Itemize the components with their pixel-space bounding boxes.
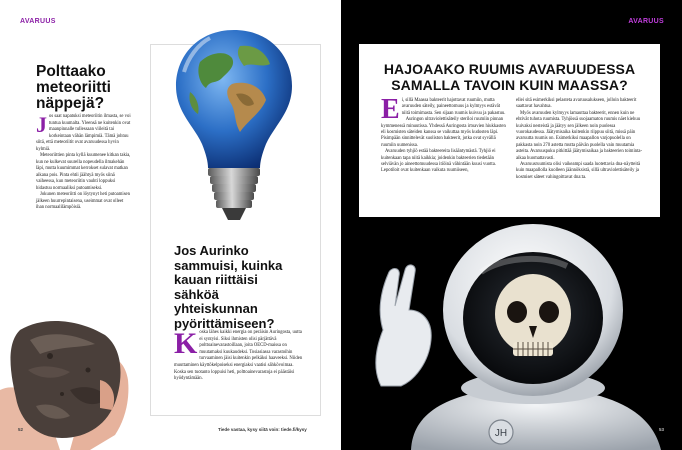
svg-text:JH: JH — [494, 428, 508, 439]
col1-paragraph-2: Auringon ultraviolettisäteily steriloi ruumiin pinnan kymmenessä minuutissa. Yhdessä Auringosta irtoavien hiukkasten eli kosmisten säteiden kanssa se vaikuttaa myös kudosten läpi. Pisimpään sinnittelevät suoliston bakteerit, jotka ovat syvällä ruumiin uumenissa. — [381, 117, 506, 148]
q2-body — [174, 327, 306, 383]
astronaut-skeleton-image — [341, 210, 682, 450]
col2-paragraph-1: ellei sitä esimerkiksi pelasteta avaruusalukseen, jolloin bakteerit saattavat havahtua. — [516, 98, 637, 110]
article-column-2 — [516, 98, 644, 181]
q1-body — [36, 114, 132, 212]
right-page — [341, 0, 682, 450]
page-number: 52 — [18, 427, 24, 432]
col1-paragraph-1: i, sillä Maassa bakteerit hajottavat ruumiin, mutta avaruuden säteily, paineettomuus ja kylmyys estävät niitä toimimasta. Sen sijaan ruumis kuivuu ja pakastuu. — [401, 98, 506, 116]
col2-paragraph-2: Myös avaruuden kylmyys lamauttaa bakteerit, ennen kuin ne ehtivät tuhota ruumista. Tyhjössä suojaamaton ruumis näet kiehuu kuivaksi nesteistä ja jäätyy sen jälkeen noin puolessa vuorokaudessa. Jäätymisaika kuitenkin riippuu siitä, missä päin avaruutta ruumis on. Esimerkiksi maapallon varjopuolella on pakkasta noin 270 astetta mutta päivän puolella vain muutamia asteita. Avaruuspuku pitkittää jäätymisaikaa ja bakteerien toiminta-aikaa huomattavasti. — [516, 110, 643, 161]
q2-paragraph: oska lähes kaikki energia on peräisin Auringosta, uutta ei syntyisi. Siksi ihmisten olisi pärjättävä polttoainevarastoillaan, joita OECD-maissa on muutamaksi kuukaudeksi. Tosiasiassa varastoihin turvaaminen jäisi kuitenkin pelkäksi haaveeksi. Niiden muuttaminen käyttökelpoiseksi energiaksi vaatisi sähkövoimaa. Koska sen tuotanto loppuisi heti, polttoainevarastoja ei päästäisi hyödyntämään. — [174, 330, 303, 382]
article-column-1 — [381, 94, 509, 175]
page-footer-source: Tiede vastaa, kysy siitä voin: tiede.fi/kysy — [218, 427, 307, 432]
col1-paragraph-3: Avaruuden tyhjiö estää bakteereita lisääntymästä. Tyhjiö ei kuitenkaan tapa niitä kaikkia; joidenkin bakteerien tiedetään selviävän jo aineettomuudessa itiöinä vähintään kuusi vuotta. Lepotiloit ovat kuitenkaan vaikuta ruumiiseen, — [381, 149, 496, 174]
q2-title: Jos Aurinko sammuisi, kuinka kauan riittäisi sähköä yhteiskunnan pyörittämiseen? — [174, 243, 283, 331]
page-number: 53 — [658, 427, 664, 432]
q1-title: Polttaako meteoriitti näppejä? — [36, 63, 111, 112]
article-dropcap: E — [381, 94, 400, 125]
col2-paragraph-3: Avaruusruumista olisi vaikeampi saada luotettavia dna-näytteitä kuin maapallolla kuolleen jäännöksistä, sillä ultraviolettisäteily ja kosmiset säteet vahingoittavat dna:ta. — [516, 162, 641, 180]
article-title-line-1: HAJOAAKO RUUMIS AVARUUDESSA — [383, 61, 636, 77]
q1-paragraph-3: Jokunen meteoriitti on löytynyt heti putoamisen jälkeen huurrepintaisena, useimmat ovat olleet ihan normaalilämpöisiä. — [36, 192, 130, 210]
q1-paragraph-1: os saat napatuksi meteoriitin ilmasta, se voi tuntua kuumalta. Yleensä ne kuitenkin ovat maanpinnalle tullessaan viileitä tai korkeintaan vähän lämpimiä. Tämä johtuu siitä, että meteoriitit ovat avaruudessa hyvin kylmiä. — [36, 114, 131, 152]
section-tag: AVARUUS — [20, 18, 56, 25]
article-title — [359, 62, 660, 93]
q1-dropcap: J — [36, 112, 47, 137]
light-bulb-earth-image — [170, 22, 298, 232]
article-title-line-2: SAMALLA TAVOIN KUIN MAASSA? — [391, 76, 628, 93]
q1-paragraph-2: Meteoriittien pinta kyllä kuumenee kitkan takia, kun ne kulkevat suurella nopeudella ilmakehän läpi, mutta kuumimmat kerrokset sulavat matkan aikana pois. Pinta ehtii jäähtyä myös siinä vaiheessa, kun meteoriitin vauhti loppuksi hidastuu normaaliksi putoamiseksi. — [36, 153, 131, 191]
section-tag: AVARUUS — [628, 18, 664, 25]
q2-dropcap: K — [174, 327, 198, 360]
